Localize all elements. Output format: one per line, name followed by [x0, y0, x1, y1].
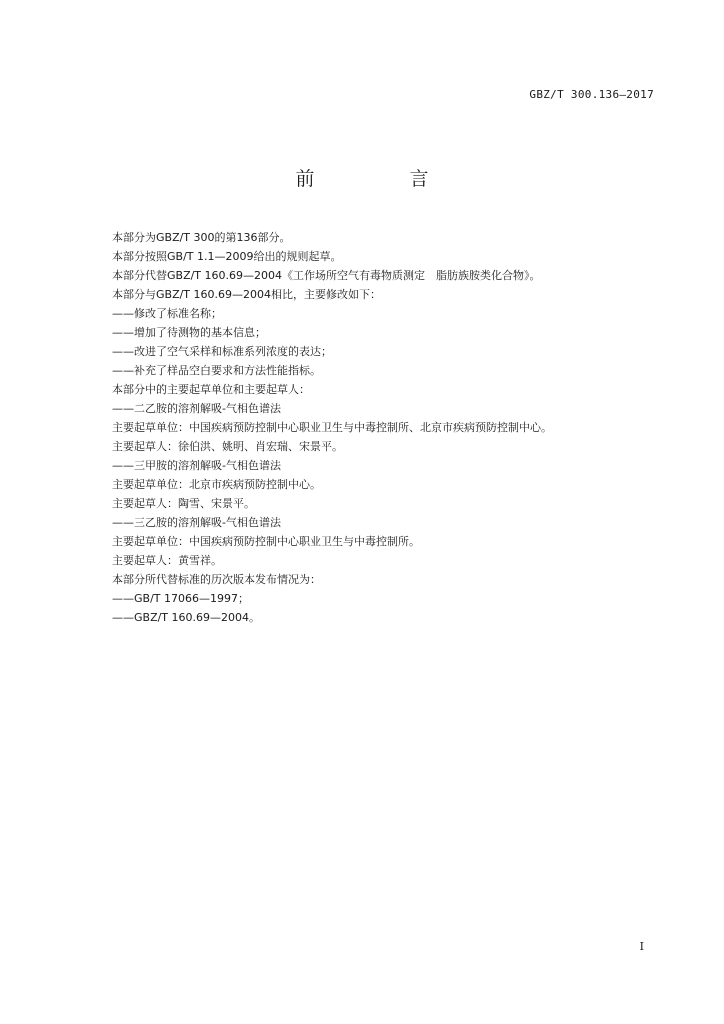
- body-line: 主要起草单位：中国疾病预防控制中心职业卫生与中毒控制所。: [112, 535, 420, 548]
- body-line: ——三甲胺的溶剂解吸-气相色谱法: [112, 459, 281, 472]
- body-line: 主要起草人：黄雪祥。: [112, 554, 222, 567]
- body-line: ——改进了空气采样和标准系列浓度的表达；: [112, 345, 332, 358]
- body-line: 主要起草单位：中国疾病预防控制中心职业卫生与中毒控制所、北京市疾病预防控制中心。: [112, 421, 552, 434]
- page-number: I: [639, 940, 644, 953]
- foreword-body: [112, 228, 652, 627]
- body-line: ——补充了样品空白要求和方法性能指标。: [112, 364, 321, 377]
- body-line: 本部分与GBZ/T 160.69—2004相比，主要修改如下：: [112, 288, 382, 301]
- body-line: 本部分为GBZ/T 300的第136部分。: [112, 231, 291, 244]
- body-line: ——增加了待测物的基本信息；: [112, 326, 266, 339]
- body-line: 主要起草单位：北京市疾病预防控制中心。: [112, 478, 321, 491]
- page-title: 前 言: [295, 168, 467, 190]
- body-line: ——二乙胺的溶剂解吸-气相色谱法: [112, 402, 281, 415]
- body-line: 主要起草人：徐伯洪、姚明、肖宏瑞、宋景平。: [112, 440, 343, 453]
- body-line: 本部分代替GBZ/T 160.69—2004《工作场所空气有毒物质测定 脂肪族胺类化合物》。: [112, 269, 541, 282]
- standard-code: GBZ/T 300.136—2017: [529, 88, 654, 101]
- body-line: 本部分所代替标准的历次版本发布情况为：: [112, 573, 321, 586]
- body-line: 主要起草人：陶雪、宋景平。: [112, 497, 255, 510]
- body-line: 本部分按照GB/T 1.1—2009给出的规则起草。: [112, 250, 342, 263]
- body-line: 本部分中的主要起草单位和主要起草人：: [112, 383, 310, 396]
- body-line: ——修改了标准名称；: [112, 307, 222, 320]
- body-line: ——三乙胺的溶剂解吸-气相色谱法: [112, 516, 281, 529]
- body-line: ——GBZ/T 160.69—2004。: [112, 611, 261, 624]
- body-line: ——GB/T 17066—1997；: [112, 592, 249, 605]
